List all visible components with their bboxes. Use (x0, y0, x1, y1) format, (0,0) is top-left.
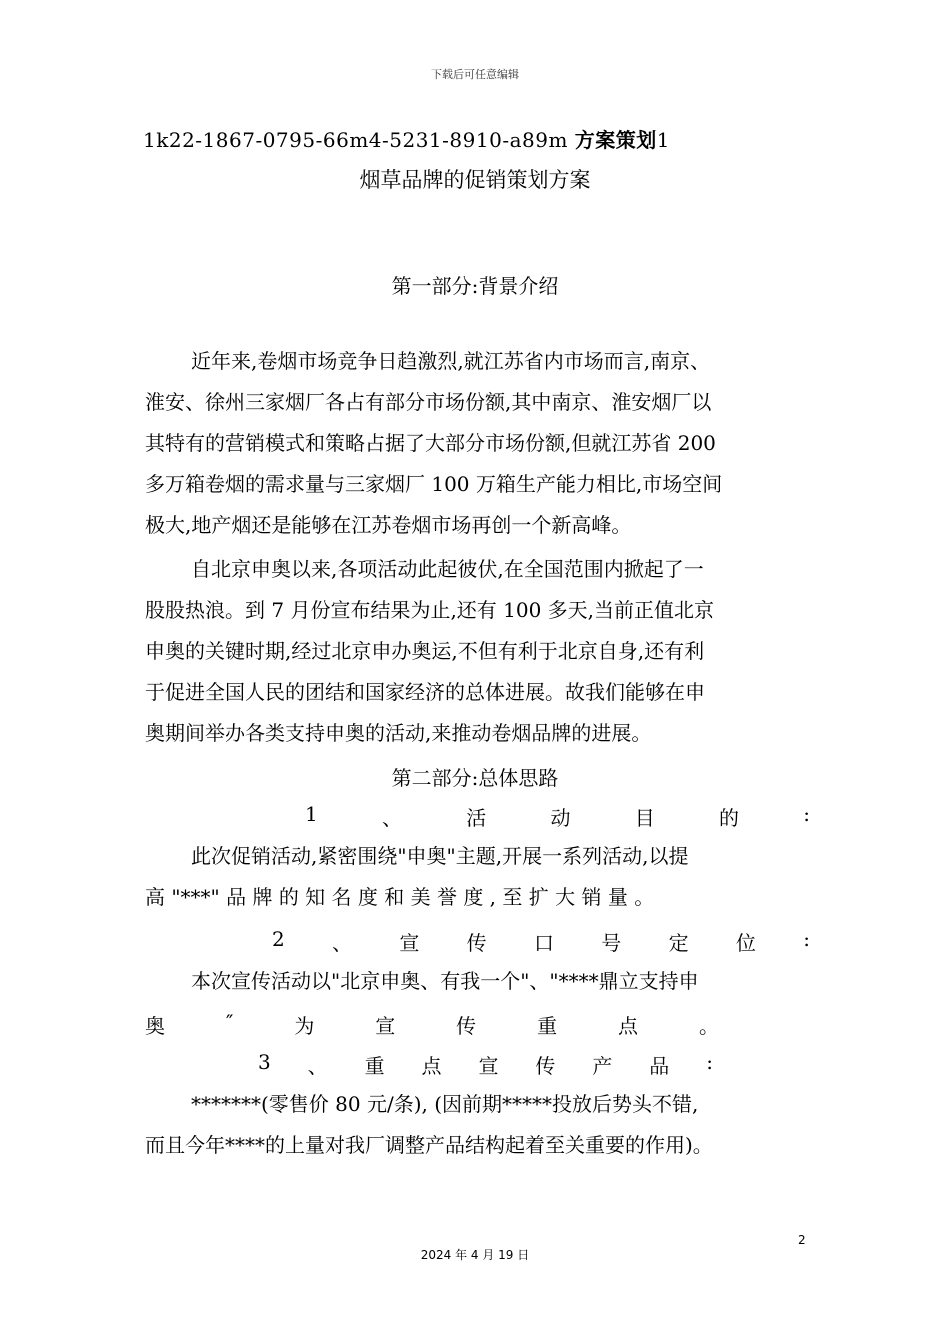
title-suffix: 1 (656, 128, 671, 152)
paragraph-line: *******(零售价 80 元/条), (因前期*****投放后势头不错, (191, 1092, 699, 1116)
title-bold: 方案策划 (574, 128, 657, 152)
paragraph-line: 申奥的关键时期,经过北京申办奥运,不但有利于北京自身,还有利 (145, 639, 705, 663)
paragraph-line: 高 "***" 品 牌 的 知 名 度 和 美 誉 度 , 至 扩 大 销 量 。 (145, 885, 655, 909)
paragraph-key-products (145, 1084, 809, 1166)
heading-char: 宣 (478, 1054, 499, 1078)
spread-char: 奥 (145, 1014, 165, 1038)
heading-char: 活 (466, 806, 487, 830)
paragraph-line: 此次促销活动,紧密围绕"申奥"主题,开展一系列活动,以提 (191, 844, 689, 868)
paragraph-line: 于促进全国人民的团结和国家经济的总体进展。故我们能够在申 (145, 680, 705, 704)
document-title (143, 124, 823, 153)
spread-char: 点 (618, 1014, 639, 1038)
heading-char: 的 (718, 806, 739, 830)
spread-char: 。 (698, 1014, 719, 1038)
spread-char: 宣 (375, 1014, 396, 1038)
paragraph-line: 本次宣传活动以"北京申奥、有我一个"、"****鼎立支持申 (191, 969, 699, 993)
heading-char: : (706, 1050, 713, 1074)
title-code: 1k22-1867-0795-66m4-5231-8910-a89m (143, 128, 575, 152)
heading-char: 产 (592, 1054, 613, 1078)
paragraph-line: 股股热浪。到 7 月份宣布结果为止,还有 100 多天,当前正值北京 (145, 598, 715, 622)
heading-char: 2 (272, 927, 285, 951)
paragraph-line: 奥期间举办各类支持申奥的活动,来推动卷烟品牌的进展。 (145, 721, 652, 745)
paragraph-market-background (145, 341, 809, 546)
slogan-line-2 (145, 1010, 719, 1039)
page-footer-date: 2024 年 4 月 19 日 (420, 1248, 530, 1262)
paragraph-line: 极大,地产烟还是能够在江苏卷烟市场再创一个新高峰。 (145, 513, 632, 537)
heading-char: 口 (533, 931, 554, 955)
heading-char: 目 (634, 806, 655, 830)
item2-heading (272, 927, 810, 956)
paragraph-activity-goal (145, 836, 809, 918)
heading-char: 宣 (399, 931, 420, 955)
heading-char: 、 (332, 931, 353, 955)
heading-char: 动 (550, 806, 571, 830)
document-subtitle: 烟草品牌的促销策划方案 (359, 168, 591, 192)
heading-char: 重 (364, 1054, 385, 1078)
spread-char: ″ (225, 1010, 234, 1034)
heading-char: 1 (305, 802, 318, 826)
section-heading-background: 第一部分:背景介绍 (391, 274, 559, 298)
section-heading-overall-approach: 第二部分:总体思路 (391, 766, 559, 790)
heading-char: 、 (307, 1054, 328, 1078)
heading-char: : (803, 927, 810, 951)
heading-char: 点 (421, 1054, 442, 1078)
paragraph-line: 自北京申奥以来,各项活动此起彼伏,在全国范围内掀起了一 (191, 557, 704, 581)
spread-char: 重 (537, 1014, 558, 1038)
page-number: 2 (798, 1233, 806, 1247)
heading-char: 定 (668, 931, 689, 955)
heading-char: 号 (601, 931, 622, 955)
heading-char: 3 (258, 1050, 271, 1074)
paragraph-olympic-bid (145, 549, 809, 754)
page-header: 下载后可任意编辑 (431, 68, 519, 81)
item1-heading (305, 802, 810, 831)
heading-char: 、 (381, 806, 402, 830)
heading-char: 传 (535, 1054, 556, 1078)
item3-heading (258, 1050, 713, 1079)
paragraph-line: 近年来,卷烟市场竞争日趋激烈,就江苏省内市场而言,南京、 (191, 349, 711, 373)
spread-char: 传 (456, 1014, 477, 1038)
heading-char: 品 (649, 1054, 670, 1078)
paragraph-line: 多万箱卷烟的需求量与三家烟厂 100 万箱生产能力相比,市场空间 (145, 472, 723, 496)
spread-char: 为 (294, 1014, 315, 1038)
paragraph-line: 而且今年****的上量对我厂调整产品结构起着至关重要的作用)。 (145, 1133, 713, 1157)
heading-char: 传 (466, 931, 487, 955)
paragraph-line: 淮安、徐州三家烟厂各占有部分市场份额,其中南京、淮安烟厂以 (145, 390, 712, 414)
heading-char: : (803, 802, 810, 826)
paragraph-line: 其特有的营销模式和策略占据了大部分市场份额,但就江苏省 200 (145, 431, 716, 455)
paragraph-slogan (145, 961, 809, 1002)
heading-char: 位 (735, 931, 756, 955)
